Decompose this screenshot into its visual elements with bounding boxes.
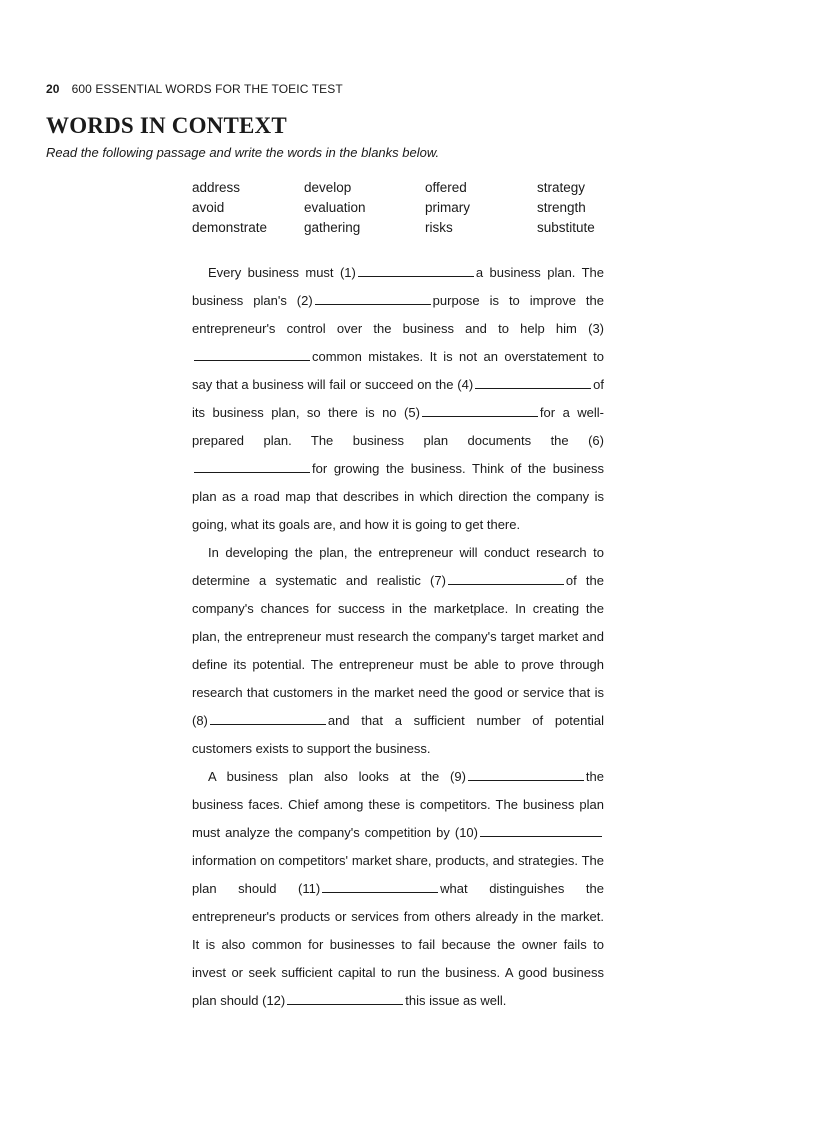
blank-number: (7) [430,573,446,588]
section-title: WORDS IN CONTEXT [46,113,287,138]
blank-number: (2) [296,293,313,308]
answer-blank-11[interactable] [322,879,438,893]
passage-text: of its business plan, so there is no [192,377,604,420]
word-bank-item: strength [537,200,586,215]
passage-text: In developing the plan, the entrepreneur will conduct research to determine a systematic and realistic [192,545,604,588]
instructions: Read the following passage and write the words in the blanks below. [46,145,440,160]
blank-number: (11) [298,881,321,896]
word-bank-item: risks [425,220,453,235]
answer-blank-3[interactable] [194,347,310,361]
passage-paragraph-1 [192,259,604,539]
blank-number: (6) [588,433,604,448]
answer-blank-5[interactable] [422,403,538,417]
running-head [46,82,343,96]
answer-blank-2[interactable] [315,291,431,305]
passage-text: the business faces. Chief among these is competitors. The business plan must analyze the company's competition by [192,769,604,840]
blank-number: (4) [457,377,474,392]
answer-blank-9[interactable] [468,767,584,781]
passage-paragraph-2 [192,539,604,763]
answer-blank-8[interactable] [210,711,326,725]
blank-number: (12) [262,993,286,1008]
passage-paragraph-3 [192,763,604,1015]
answer-blank-6[interactable] [194,459,310,473]
answer-blank-10[interactable] [480,823,602,837]
passage [192,259,604,1015]
answer-blank-12[interactable] [287,991,403,1005]
answer-blank-7[interactable] [448,571,564,585]
answer-blank-4[interactable] [475,375,591,389]
word-bank-item: evaluation [304,200,366,215]
blank-number: (9) [450,769,466,784]
word-bank-item: primary [425,200,471,215]
passage-text: common mistakes. It is not an overstatement to say that a business will fail or succeed on the [192,349,604,392]
passage-text: a business plan. The business plan's [192,265,604,308]
word-bank-item: demonstrate [192,220,268,235]
passage-text: this issue as well. [405,993,507,1008]
word-bank [192,180,617,240]
blank-number: (10) [454,825,478,840]
word-bank-item: strategy [537,180,586,195]
word-bank-item: offered [425,180,467,195]
book-title: 600 ESSENTIAL WORDS FOR THE TOEIC TEST [71,82,343,96]
blank-number: (3) [588,321,604,336]
word-bank-item: develop [304,180,352,195]
passage-text: A business plan also looks at the [208,769,440,784]
passage-text: and that a sufficient number of potential customers exists to support the business. [192,713,604,756]
word-bank-item: substitute [537,220,595,235]
word-bank-item: avoid [192,200,225,215]
blank-number: (8) [192,713,208,728]
passage-text: Every business must [208,265,334,280]
passage-text: information on competitors' market share, products, and strategies. The plan should [192,853,604,896]
passage-text: purpose is to improve the entrepreneur's control over the business and to help him [192,293,604,336]
blank-number: (1) [339,265,356,280]
answer-blank-1[interactable] [358,263,474,277]
word-bank-item: gathering [304,220,361,235]
passage-text: what distinguishes the entrepreneur's products or services from others already in the market. It is also common for businesses to fail because the owner fails to invest or seek sufficient capital to run the business. A good business plan should [192,881,604,1008]
passage-text: for a well-prepared plan. The business plan documents the [192,405,604,448]
word-bank-item: address [192,180,241,195]
passage-text: of the company's chances for success in the marketplace. In creating the plan, the entrepreneur must research the company's target market and define its potential. The entrepreneur must be able to prove through research that customers in the market need the good or service that is [192,573,604,700]
blank-number: (5) [404,405,420,420]
passage-text: for growing the business. Think of the business plan as a road map that describes in which direction the company is going, what its goals are, and how it is going to get there. [192,461,604,532]
page-number: 20 [46,82,60,96]
